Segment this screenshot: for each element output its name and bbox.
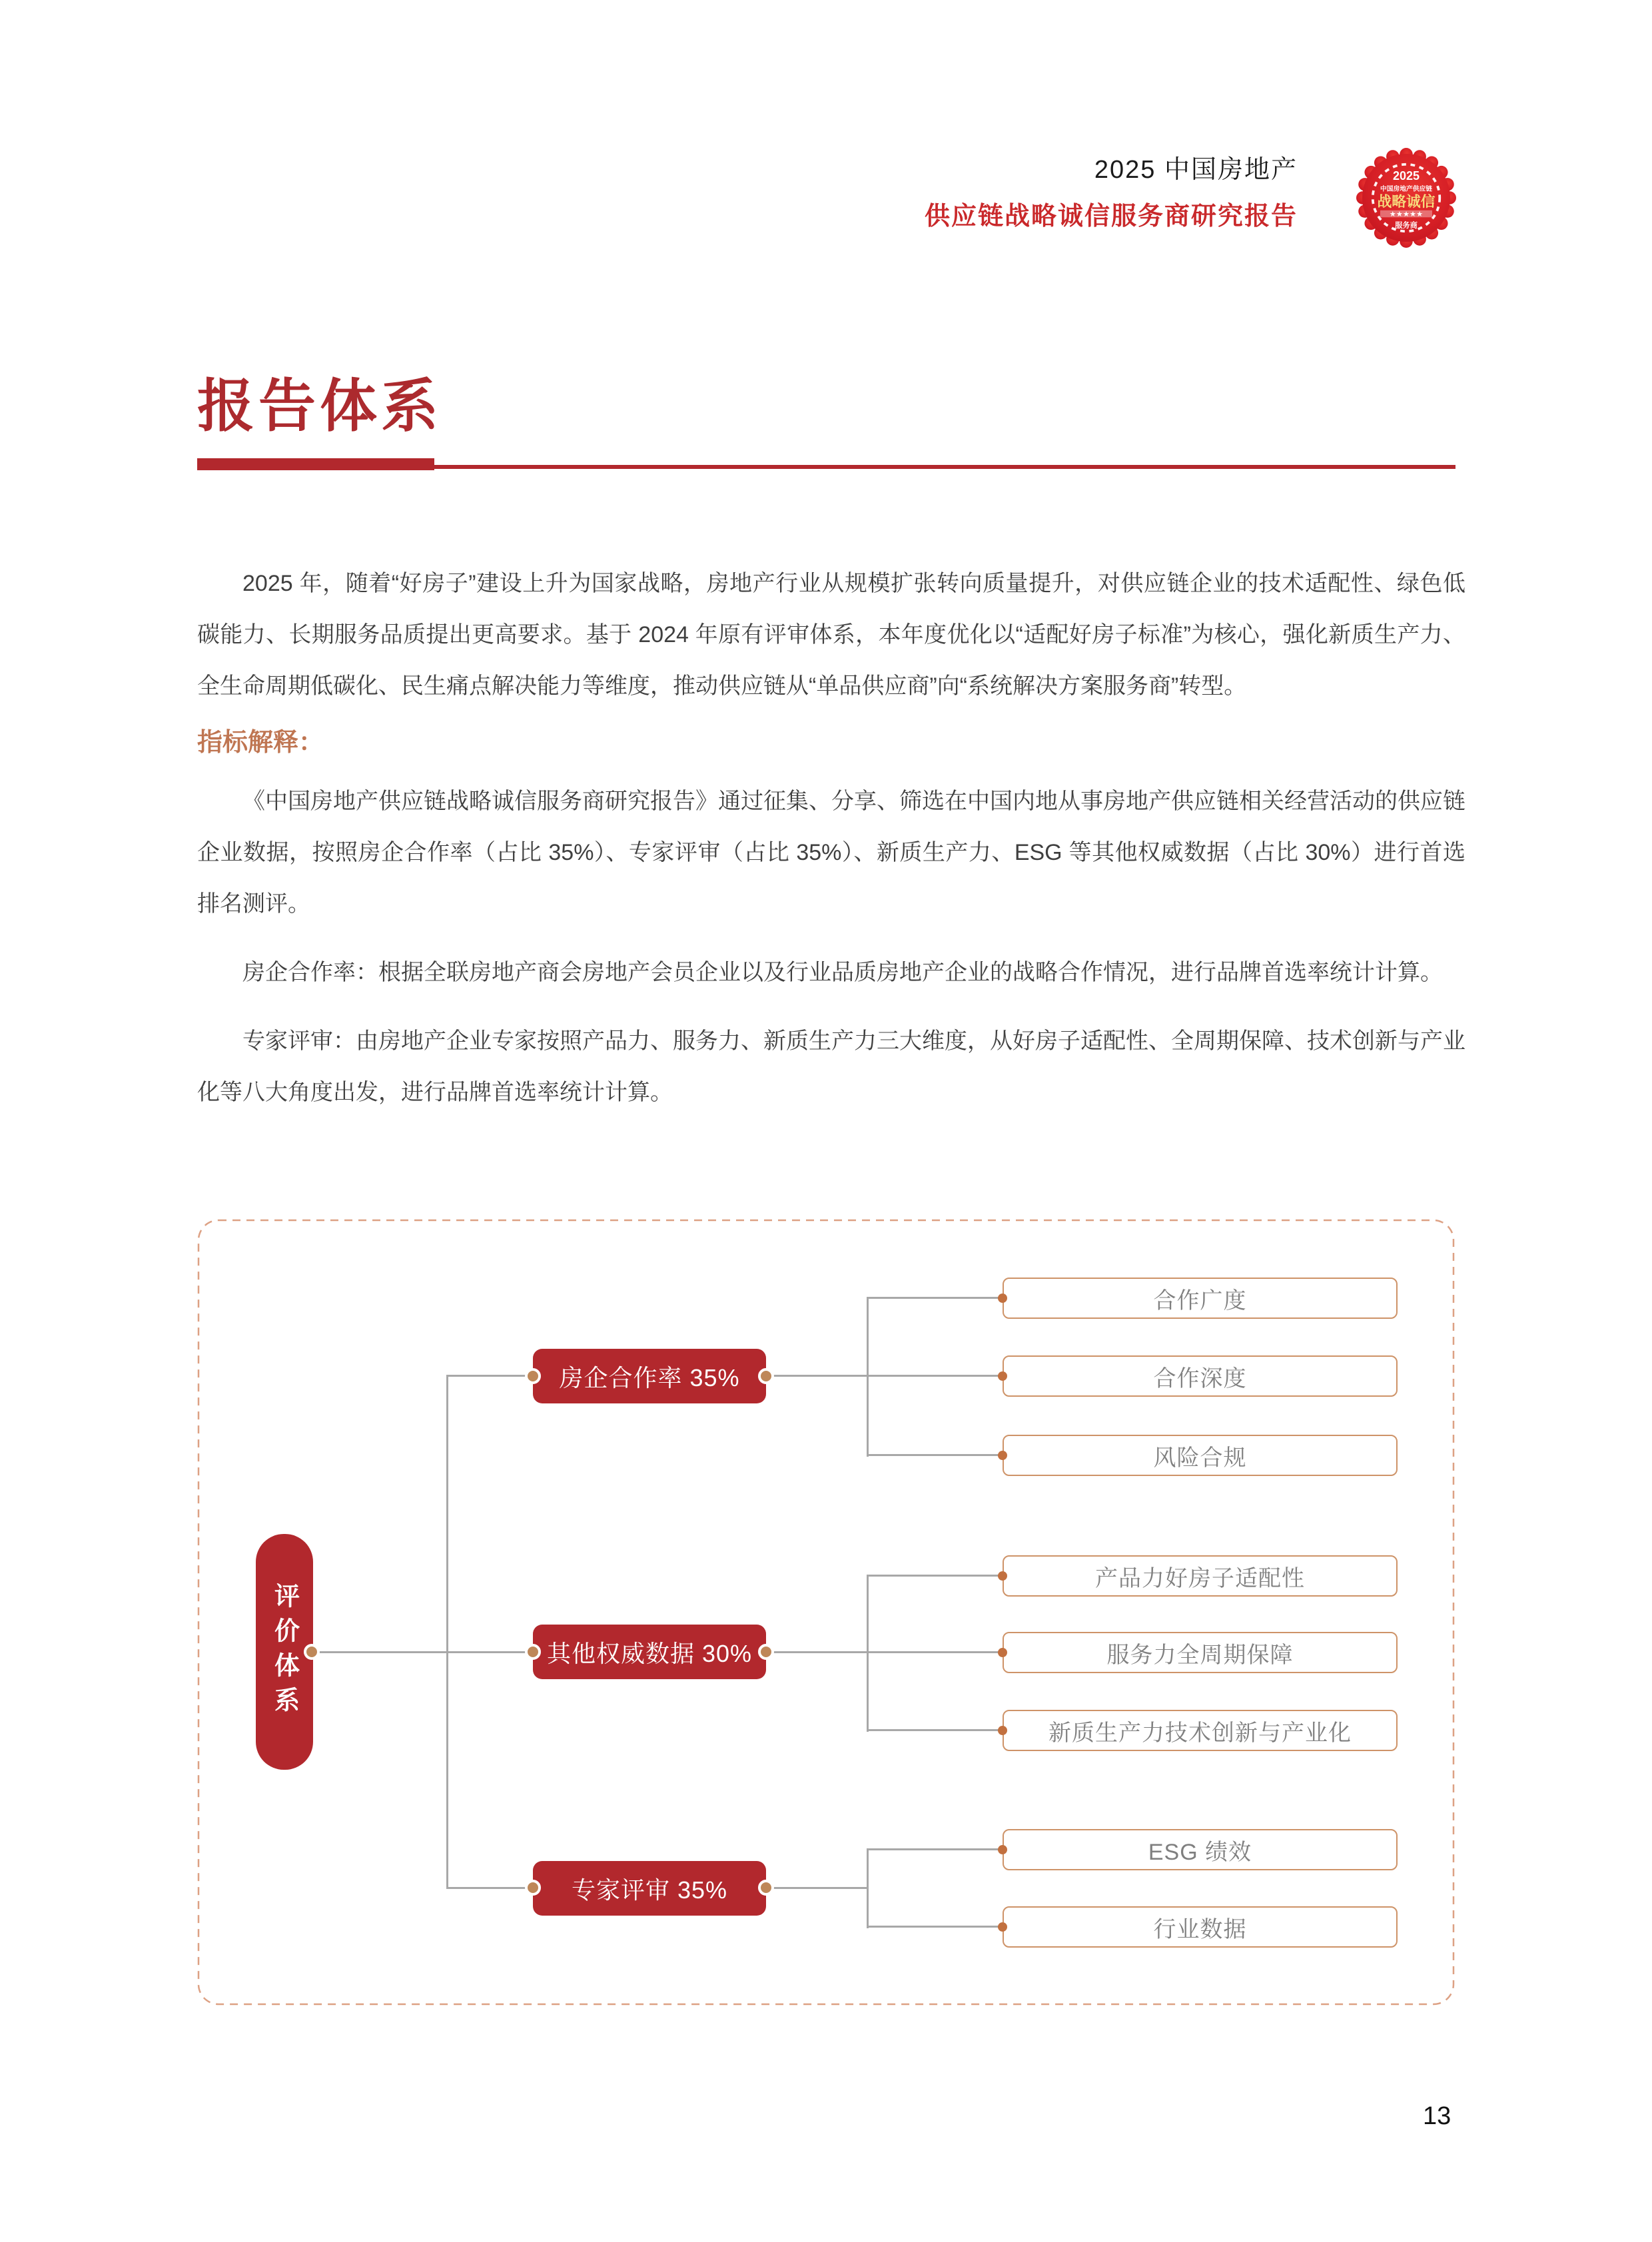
branch1-right-dot (758, 1368, 774, 1384)
body-content (197, 558, 1465, 1118)
header-title-year: 2025 中国房地产 (1094, 156, 1298, 184)
branch3-left-dot (525, 1880, 541, 1896)
leaf-box-cooperation-breadth: 合作广度 (1003, 1278, 1398, 1319)
connector-leaf-4 (868, 1575, 1003, 1577)
connector-leaf-2 (868, 1375, 1003, 1377)
connector-branch2-sub (766, 1651, 868, 1653)
connector-leaf-7 (868, 1848, 1003, 1850)
branch-box-expert-review: 专家评审 35% (533, 1861, 766, 1916)
paragraph-methodology: 《中国房地产供应链战略诚信服务商研究报告》通过征集、分享、筛选在中国内地从事房地产供应链相关经营活动的供应链企业数据，按照房企合作率（占比 35%）、专家评审（占比 35%）、新质生产力、ESG 等其他权威数据（占比 30%）进行首选排名测评。 (197, 789, 1465, 917)
connector-trunk-branch-2 (448, 1651, 533, 1653)
seal-badge (1356, 148, 1456, 248)
connector-leaf-5 (868, 1651, 1003, 1653)
branch2-right-dot (758, 1644, 774, 1660)
root-node-label: 评价体系 (270, 1583, 298, 1721)
paragraph-intro: 2025 年，随着“好房子”建设上升为国家战略，房地产行业从规模扩张转向质量提升，对供应链企业的技术适配性、绿色低碳能力、长期服务品质提出更高要求。基于 2024 年原有评审体系，本年度优化以“适配好房子标准”为核心，强化新质生产力、全生命周期低碳化、民生痛点解决能力等维度，推动供应链从“单品供应商”向“系统解决方案服务商”转型。 (197, 571, 1465, 699)
branch1-left-dot (525, 1368, 541, 1384)
connector-leaf-6 (868, 1729, 1003, 1731)
leaf7-dot (998, 1845, 1007, 1854)
seal-footer: 服务商 (1395, 222, 1418, 230)
branch3-right-dot (758, 1880, 774, 1896)
header (925, 155, 1298, 232)
title-divider-thin (434, 465, 1455, 469)
connector-branch3-sub (766, 1887, 868, 1889)
paragraph-expert-review: 专家评审：由房地产企业专家按照产品力、服务力、新质生产力三大维度，从好房子适配性、全周期保障、技术创新与产业化等八大角度出发，进行品牌首选率统计计算。 (197, 1028, 1465, 1105)
connector-subtrunk-2 (867, 1575, 869, 1732)
section-heading-indicators: 指标解释： (197, 729, 324, 757)
seal-main-title: 战略诚信 (1377, 192, 1436, 210)
connector-leaf-8 (868, 1926, 1003, 1928)
leaf-box-industry-data: 行业数据 (1003, 1906, 1398, 1948)
leaf4-dot (998, 1571, 1007, 1581)
connector-trunk-branch-3 (448, 1887, 533, 1889)
leaf3-dot (998, 1451, 1007, 1460)
leaf1-dot (998, 1294, 1007, 1303)
connector-subtrunk-3 (867, 1848, 869, 1928)
connector-root-trunk (312, 1651, 448, 1653)
title-divider-thick (197, 458, 434, 470)
branch2-left-dot (525, 1644, 541, 1660)
seal-stars: ★★★★★ (1389, 209, 1424, 218)
page-title: 报告体系 (197, 374, 442, 438)
leaf-box-service-guarantee: 服务力全周期保障 (1003, 1632, 1398, 1673)
leaf2-dot (998, 1371, 1007, 1381)
paragraph-cooperation-rate: 房企合作率：根据全联房地产商会房地产会员企业以及行业品质房地产企业的战略合作情况，进行品牌首选率统计计算。 (242, 960, 1443, 985)
root-connector-dot (304, 1644, 320, 1660)
connector-trunk-branch-1 (448, 1375, 533, 1377)
leaf-box-esg-performance: ESG 绩效 (1003, 1829, 1398, 1870)
connector-leaf-1 (868, 1297, 1003, 1299)
branch-box-authoritative-data: 其他权威数据 30% (533, 1625, 766, 1679)
connector-subtrunk-1 (867, 1297, 869, 1457)
page-number: 13 (1423, 2102, 1451, 2130)
connector-leaf-3 (868, 1454, 1003, 1456)
leaf-box-cooperation-depth: 合作深度 (1003, 1355, 1398, 1397)
leaf-box-product-fit: 产品力好房子适配性 (1003, 1555, 1398, 1597)
header-title-report: 供应链战略诚信服务商研究报告 (924, 202, 1298, 230)
connector-main-trunk (446, 1375, 448, 1889)
leaf-box-new-productivity: 新质生产力技术创新与产业化 (1003, 1710, 1398, 1751)
connector-branch1-sub (766, 1375, 868, 1377)
leaf-box-risk-compliance: 风险合规 (1003, 1435, 1398, 1476)
leaf6-dot (998, 1726, 1007, 1735)
seal-subtitle: 中国房地产供应链 (1380, 185, 1432, 193)
leaf5-dot (998, 1648, 1007, 1657)
seal-year: 2025 (1392, 169, 1420, 183)
branch-box-cooperation-rate: 房企合作率 35% (533, 1349, 766, 1403)
evaluation-diagram (197, 1219, 1455, 2006)
leaf8-dot (998, 1922, 1007, 1932)
